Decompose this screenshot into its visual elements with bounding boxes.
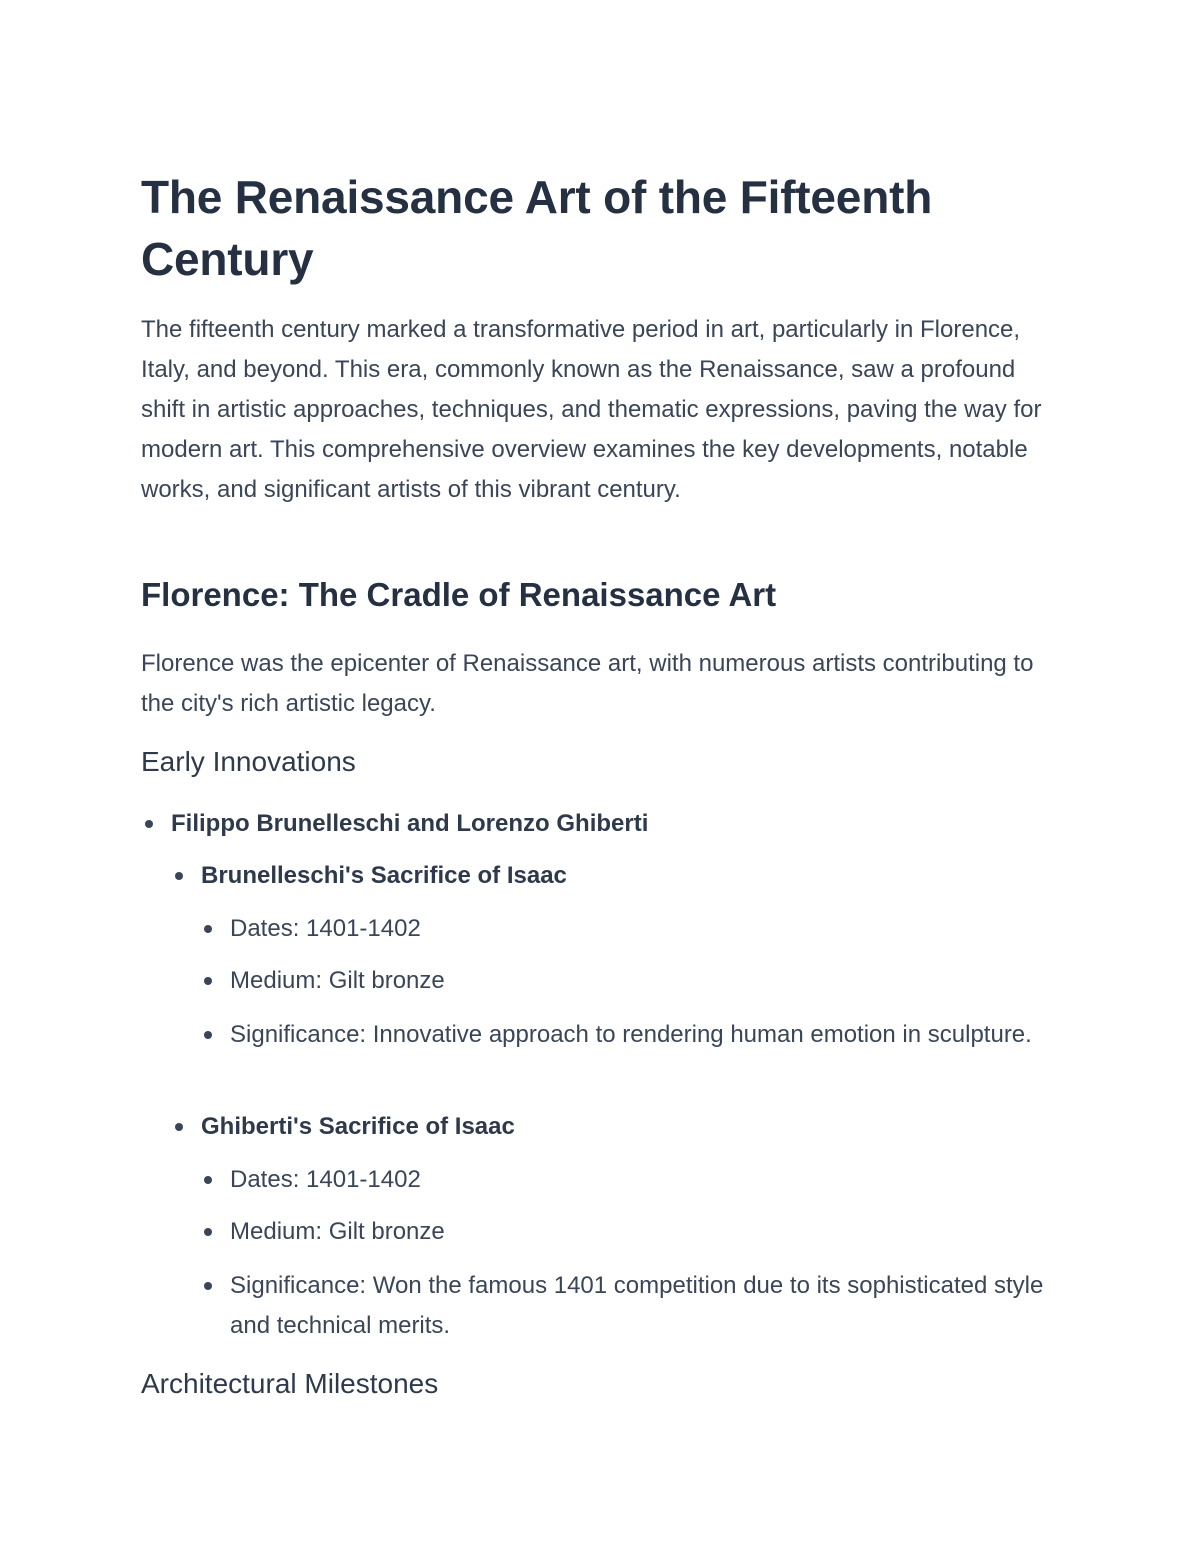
section-paragraph: Florence was the epicenter of Renaissance art, with numerous artists contributing to the city's rich artistic legacy. [141,650,1034,717]
section-heading: Florence: The Cradle of Renaissance Art [141,576,777,613]
bullet-icon [204,1228,212,1236]
list-item-significance [230,1266,1050,1346]
list-item-work-ghiberti [201,1107,515,1147]
list-item-label: Medium: Gilt bronze [230,967,445,994]
document-title: The Renaissance Art of the Fifteenth Century [141,171,933,285]
bullet-icon [145,820,153,828]
bullet-icon [204,1176,212,1184]
bullet-icon [204,925,212,933]
bullet-icon [204,977,212,985]
list-item-label: Dates: 1401-1402 [230,1166,421,1193]
list-item-label: Brunelleschi's Sacrifice of Isaac [201,862,567,889]
list-item-label: Medium: Gilt bronze [230,1218,445,1245]
bullet-icon [204,1031,212,1039]
subsection-heading-architectural-milestones: Architectural Milestones [141,1368,439,1399]
list-item-dates [230,909,1050,949]
intro-paragraph: The fifteenth century marked a transformative period in art, particularly in Florence, Italy, and beyond. This era, commonly known as the Renaissance, saw a profound shift in artistic approaches, techniques, and thematic expressions, paving the way for modern art. This comprehensive overview examines the key developments, notable works, and significant artists of this vibrant century. [141,316,1042,503]
list-item-label: Dates: 1401-1402 [230,915,421,942]
bullet-icon [204,1282,212,1290]
bullet-icon [175,1123,183,1131]
list-item-work-brunelleschi [201,856,567,896]
list-item-medium [230,961,1050,1001]
list-item-label: Filippo Brunelleschi and Lorenzo Ghiberti [171,810,649,837]
list-item-label: Significance: Innovative approach to rendering human emotion in sculpture. [230,1021,1032,1048]
list-item-significance [230,1015,1050,1055]
list-item-artists [171,804,648,844]
list-item-label: Significance: Won the famous 1401 competition due to its sophisticated style and technical merits. [230,1272,1044,1339]
list-item-dates [230,1160,1050,1200]
subsection-heading-early-innovations: Early Innovations [141,746,356,777]
list-item-label: Ghiberti's Sacrifice of Isaac [201,1113,515,1140]
bullet-icon [175,872,183,880]
list-item-medium [230,1212,1050,1252]
